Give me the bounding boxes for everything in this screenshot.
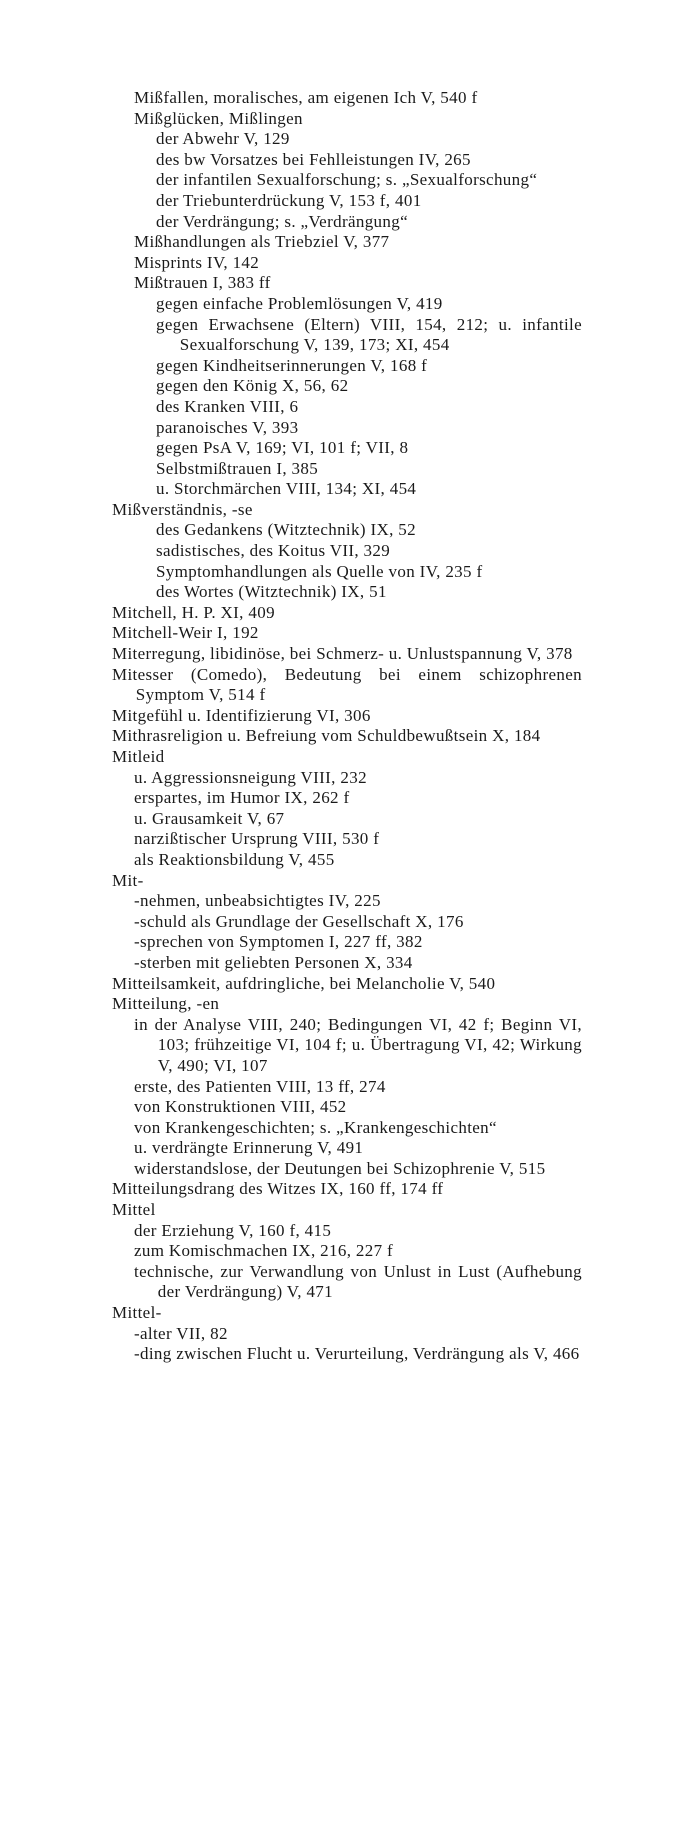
index-entry: -ding zwischen Flucht u. Verurteilung, Verdrängung als V, 466	[134, 1344, 580, 1364]
index-entry: der Abwehr V, 129	[156, 129, 290, 149]
index-entry: gegen einfache Problemlösungen V, 419	[156, 293, 443, 313]
index-entry: von Konstruktionen VIII, 452	[134, 1097, 347, 1117]
index-entry: -schuld als Grundlage der Gesellschaft X, 176	[134, 911, 464, 931]
index-entry: gegen den König X, 56, 62	[156, 376, 349, 396]
index-entry: in der Analyse VIII, 240; Bedingungen VI, 42 f; Beginn VI, 103; frühzeitige VI, 104 f; u. Übertragung VI, 42; Wirkung V, 490; VI, 107	[134, 1014, 582, 1075]
index-entry: der Erziehung V, 160 f, 415	[134, 1220, 332, 1240]
index-entry: Mißverständnis, -se	[112, 499, 253, 519]
index-entry: Mißfallen, moralisches, am eigenen Ich V, 540 f	[134, 88, 478, 107]
index-entry: gegen Erwachsene (Eltern) VIII, 154, 212; u. infantile Sexualforschung V, 139, 173; XI, 454	[156, 314, 582, 355]
index-entry: Mithrasreligion u. Befreiung vom Schuldbewußtsein X, 184	[112, 726, 541, 746]
index-entry: paranoisches V, 393	[156, 417, 299, 437]
index-entry-list	[112, 88, 582, 1365]
index-entry: des bw Vorsatzes bei Fehlleistungen IV, 265	[156, 149, 471, 169]
index-entry: Mitchell, H. P. XI, 409	[112, 602, 275, 622]
index-entry: des Kranken VIII, 6	[156, 396, 299, 416]
index-entry: Mitchell-Weir I, 192	[112, 623, 259, 643]
index-entry: Mitgefühl u. Identifizierung VI, 306	[112, 705, 371, 725]
index-entry: gegen PsA V, 169; VI, 101 f; VII, 8	[156, 438, 409, 458]
index-entry: -nehmen, unbeabsichtigtes IV, 225	[134, 891, 381, 911]
index-entry: Miterregung, libidinöse, bei Schmerz- u. Unlustspannung V, 378	[112, 644, 573, 664]
index-entry: zum Komischmachen IX, 216, 227 f	[134, 1241, 394, 1261]
index-entry: als Reaktionsbildung V, 455	[134, 849, 335, 869]
index-entry: des Wortes (Witztechnik) IX, 51	[156, 582, 387, 602]
index-entry: Mißtrauen I, 383 ff	[134, 273, 271, 293]
index-entry: Mitteilsamkeit, aufdringliche, bei Melancholie V, 540	[112, 973, 496, 993]
index-entry: narzißtischer Ursprung VIII, 530 f	[134, 829, 380, 849]
index-entry: Misprints IV, 142	[134, 252, 260, 272]
index-entry: gegen Kindheitserinnerungen V, 168 f	[156, 355, 428, 375]
index-entry: erste, des Patienten VIII, 13 ff, 274	[134, 1076, 386, 1096]
index-entry: der Triebunterdrückung V, 153 f, 401	[156, 190, 422, 210]
index-entry: -sprechen von Symptomen I, 227 ff, 382	[134, 932, 423, 952]
index-entry: Mitleid	[112, 747, 165, 766]
index-entry: u. Aggressionsneigung VIII, 232	[134, 767, 367, 787]
index-entry: u. verdrängte Erinnerung V, 491	[134, 1138, 364, 1158]
index-entry: Mittel-	[112, 1303, 162, 1323]
index-entry: erspartes, im Humor IX, 262 f	[134, 788, 350, 808]
index-entry: -sterben mit geliebten Personen X, 334	[134, 952, 413, 972]
index-entry: des Gedankens (Witztechnik) IX, 52	[156, 520, 416, 540]
index-entry: Selbstmißtrauen I, 385	[156, 458, 319, 478]
index-entry: Mitteilungsdrang des Witzes IX, 160 ff, 174 ff	[112, 1179, 444, 1199]
index-entry: Mißglücken, Mißlingen	[134, 108, 303, 128]
index-entry: widerstandslose, der Deutungen bei Schizophrenie V, 515	[134, 1158, 546, 1178]
index-entry: Mittel	[112, 1200, 156, 1220]
index-entry: Mit-	[112, 870, 144, 890]
index-entry: sadistisches, des Koitus VII, 329	[156, 541, 391, 561]
index-entry: Mitteilung, -en	[112, 994, 220, 1014]
index-entry: u. Storchmärchen VIII, 134; XI, 454	[156, 479, 417, 499]
index-entry: Symptomhandlungen als Quelle von IV, 235 f	[156, 561, 483, 581]
index-entry: Mitesser (Comedo), Bedeutung bei einem schizophrenen Symptom V, 514 f	[112, 664, 582, 705]
index-entry: von Krankengeschichten; s. „Krankengeschichten“	[134, 1117, 497, 1137]
index-entry: der infantilen Sexualforschung; s. „Sexualforschung“	[156, 170, 538, 190]
index-entry: Mißhandlungen als Triebziel V, 377	[134, 232, 390, 252]
index-entry: -alter VII, 82	[134, 1323, 228, 1343]
index-entry: technische, zur Verwandlung von Unlust in Lust (Aufhebung der Verdrängung) V, 471	[134, 1261, 582, 1302]
index-entry: der Verdrängung; s. „Verdrängung“	[156, 211, 408, 231]
index-entry: u. Grausamkeit V, 67	[134, 808, 285, 828]
